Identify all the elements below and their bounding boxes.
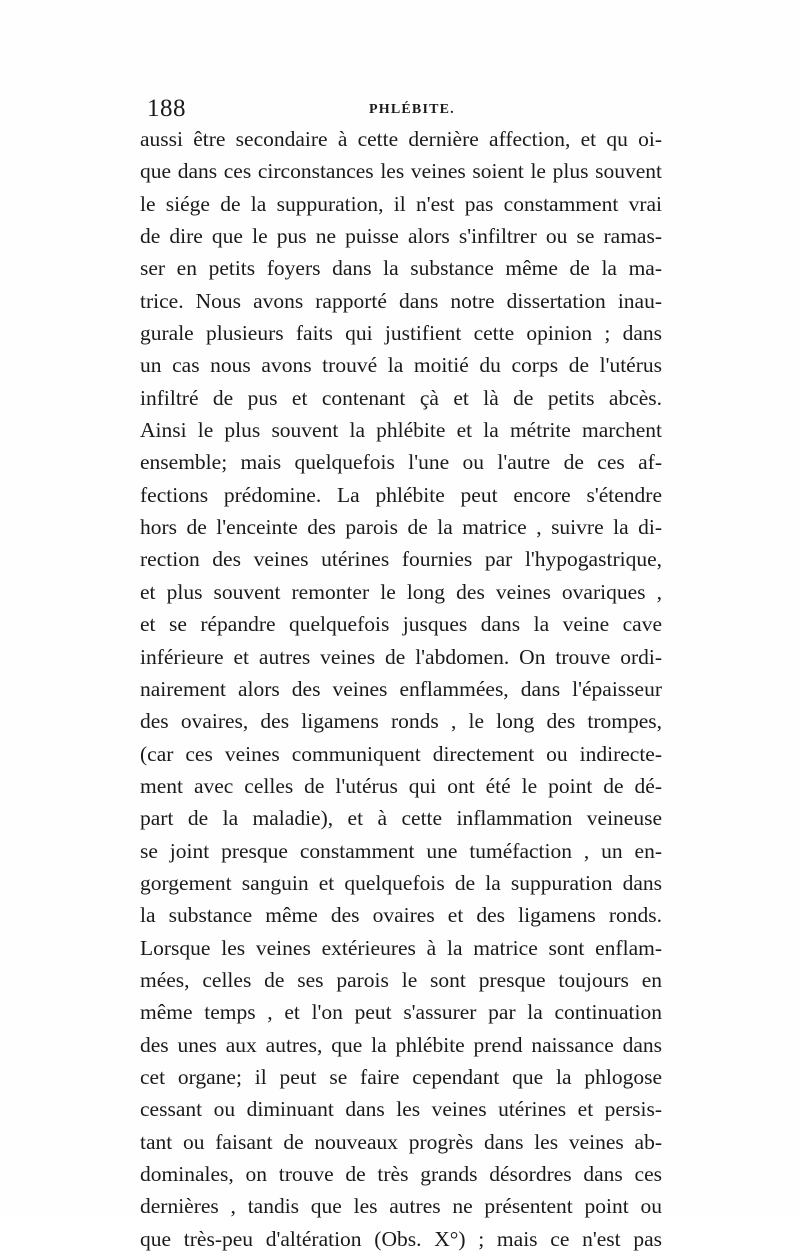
text-line: infiltré de pus et contenant çà et là de petits abcès. <box>140 385 662 410</box>
text-line: de dire que le pus ne puisse alors s'infiltrer ou se ramas- <box>140 224 662 249</box>
text-line: inférieure et autres veines de l'abdomen. On trouve ordi- <box>140 644 662 669</box>
text-line: cessant ou diminuant dans les veines utérines et persis- <box>140 1097 662 1122</box>
text-line: ser en petits foyers dans la substance même de la ma- <box>140 256 662 281</box>
text-line: ensemble; mais quelquefois l'une ou l'autre de ces af- <box>140 450 662 475</box>
text-line: que très-peu d'altération (Obs. X°) ; mais ce n'est pas <box>140 1226 662 1251</box>
text-line: et se répandre quelquefois jusques dans la veine cave <box>140 612 662 637</box>
text-line: hors de l'enceinte des parois de la matrice , suivre la di- <box>140 515 662 540</box>
text-line: fections prédomine. La phlébite peut encore s'étendre <box>140 482 662 507</box>
text-line: gorgement sanguin et quelquefois de la suppuration dans <box>140 870 662 895</box>
page-number: 188 <box>147 95 186 122</box>
text-line: trice. Nous avons rapporté dans notre dissertation inau- <box>140 288 662 313</box>
text-line: des ovaires, des ligamens ronds , le long des trompes, <box>140 709 662 734</box>
text-line: (car ces veines communiquent directement ou indirecte- <box>140 741 662 766</box>
text-line: ment avec celles de l'utérus qui ont été le point de dé- <box>140 773 662 798</box>
text-line: tant ou faisant de nouveaux progrès dans les veines ab- <box>140 1129 662 1154</box>
text-line: un cas nous avons trouvé la moitié du corps de l'utérus <box>140 353 662 378</box>
text-line: dernières , tandis que les autres ne présentent point ou <box>140 1194 662 1219</box>
text-line: que dans ces circonstances les veines soient le plus souvent <box>140 159 662 184</box>
text-line: nairement alors des veines enflammées, dans l'épaisseur <box>140 676 662 701</box>
text-line: aussi être secondaire à cette dernière affection, et qu oi- <box>140 127 662 151</box>
text-line: Ainsi le plus souvent la phlébite et la métrite marchent <box>140 418 662 443</box>
text-line: dominales, on trouve de très grands désordres dans ces <box>140 1162 662 1186</box>
text-line: Lorsque les veines extérieures à la matrice sont enflam- <box>140 935 662 960</box>
text-line: le siége de la suppuration, il n'est pas constamment vrai <box>140 191 662 216</box>
text-line: gurale plusieurs faits qui justifient cette opinion ; dans <box>140 321 662 346</box>
text-line: se joint presque constamment une tuméfaction , un en- <box>140 838 662 863</box>
text-line: des unes aux autres, que la phlébite prend naissance dans <box>140 1032 662 1057</box>
text-line: part de la maladie), et à cette inflammation veineuse <box>140 806 662 831</box>
text-line: la substance même des ovaires et des ligamens ronds. <box>140 903 662 928</box>
text-line: mées, celles de ses parois le sont presque toujours en <box>140 967 662 992</box>
text-line: cet organe; il peut se faire cependant que la phlogose <box>140 1064 662 1089</box>
body-text <box>140 123 662 1255</box>
text-line: même temps , et l'on peut s'assurer par la continuation <box>140 1000 662 1025</box>
page-header <box>147 95 657 123</box>
text-line: et plus souvent remonter le long des veines ovariques , <box>140 579 662 604</box>
running-head: PHLÉBITE. <box>369 102 455 117</box>
text-line: rection des veines utérines fournies par l'hypogastrique, <box>140 547 662 572</box>
